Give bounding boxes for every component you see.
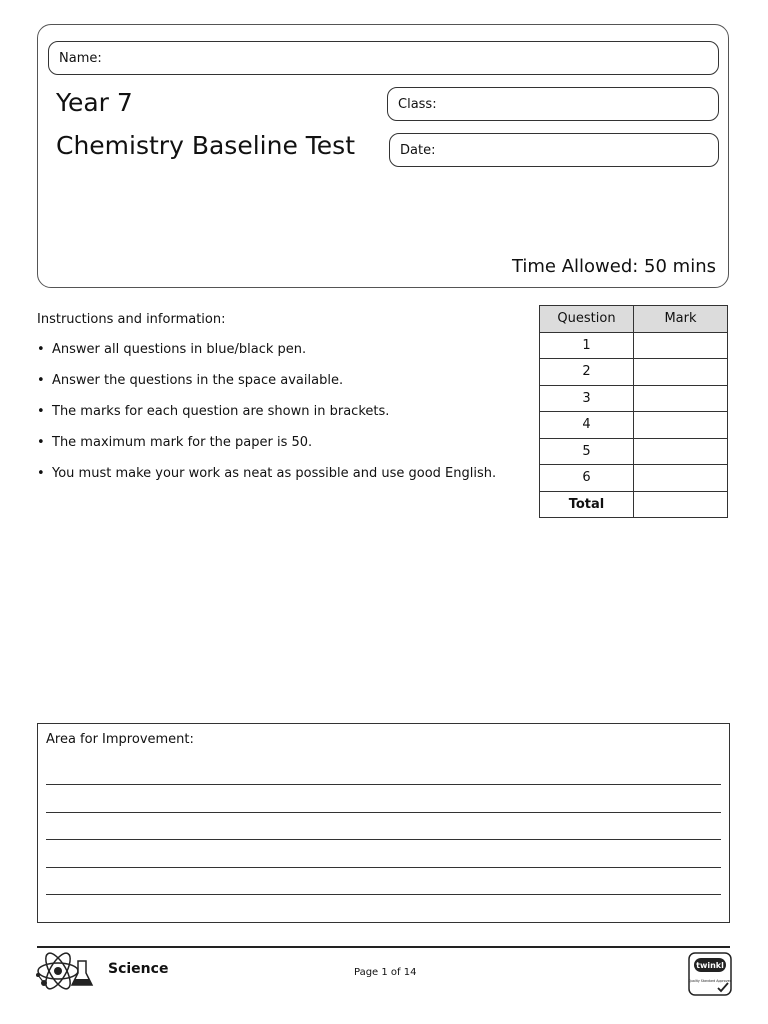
improvement-label: Area for Improvement: bbox=[46, 732, 194, 747]
twinkl-quality-badge-icon bbox=[688, 952, 732, 996]
bullet-icon: • bbox=[37, 466, 45, 481]
instruction-item: • The marks for each question are shown in brackets. bbox=[37, 404, 390, 419]
question-column-header: Question bbox=[540, 306, 634, 333]
table-row bbox=[540, 359, 728, 386]
bullet-icon: • bbox=[37, 404, 45, 419]
page-number: Page 1 of 14 bbox=[354, 967, 417, 978]
writing-line bbox=[46, 784, 721, 785]
question-number: 4 bbox=[540, 412, 634, 439]
table-row bbox=[540, 332, 728, 359]
table-row bbox=[540, 465, 728, 492]
mark-column-header: Mark bbox=[634, 306, 728, 333]
instructions-heading: Instructions and information: bbox=[37, 312, 226, 327]
mark-cell[interactable] bbox=[634, 465, 728, 492]
mark-cell[interactable] bbox=[634, 438, 728, 465]
instruction-item: • Answer all questions in blue/black pen. bbox=[37, 342, 307, 357]
mark-cell[interactable] bbox=[634, 332, 728, 359]
badge-brand: twinkl bbox=[696, 961, 724, 970]
time-allowed: Time Allowed: 50 mins bbox=[511, 256, 716, 277]
date-label: Date: bbox=[400, 142, 436, 158]
writing-line bbox=[46, 839, 721, 840]
total-label: Total bbox=[540, 491, 634, 518]
test-title: Chemistry Baseline Test bbox=[56, 131, 355, 160]
footer-divider bbox=[37, 946, 730, 948]
badge-text: Quality Standard Approved bbox=[688, 979, 732, 983]
instruction-item: • You must make your work as neat as possible and use good English. bbox=[37, 466, 497, 481]
year-title: Year 7 bbox=[56, 88, 133, 117]
total-row bbox=[540, 491, 728, 518]
question-number: 3 bbox=[540, 385, 634, 412]
question-number: 1 bbox=[540, 332, 634, 359]
question-number: 2 bbox=[540, 359, 634, 386]
writing-line bbox=[46, 812, 721, 813]
instruction-item: • The maximum mark for the paper is 50. bbox=[37, 435, 313, 450]
science-logo-icon bbox=[34, 951, 98, 991]
bullet-icon: • bbox=[37, 342, 45, 357]
writing-line bbox=[46, 867, 721, 868]
instructions-list bbox=[37, 342, 496, 497]
footer-subject: Science bbox=[108, 961, 169, 977]
class-label: Class: bbox=[398, 96, 437, 112]
mark-cell[interactable] bbox=[634, 412, 728, 439]
table-header-row bbox=[540, 306, 728, 333]
table-row bbox=[540, 412, 728, 439]
class-field[interactable] bbox=[387, 87, 719, 121]
total-mark-cell[interactable] bbox=[634, 491, 728, 518]
mark-cell[interactable] bbox=[634, 359, 728, 386]
question-number: 5 bbox=[540, 438, 634, 465]
table-row bbox=[540, 385, 728, 412]
writing-line bbox=[46, 894, 721, 895]
mark-cell[interactable] bbox=[634, 385, 728, 412]
question-number: 6 bbox=[540, 465, 634, 492]
instruction-item: • Answer the questions in the space available. bbox=[37, 373, 344, 388]
marks-table bbox=[539, 305, 728, 518]
bullet-icon: • bbox=[37, 373, 45, 388]
table-row bbox=[540, 438, 728, 465]
bullet-icon: • bbox=[37, 435, 45, 450]
date-field[interactable] bbox=[389, 133, 719, 167]
improvement-box[interactable] bbox=[37, 723, 730, 923]
name-field[interactable] bbox=[48, 41, 719, 75]
name-label: Name: bbox=[59, 50, 102, 66]
